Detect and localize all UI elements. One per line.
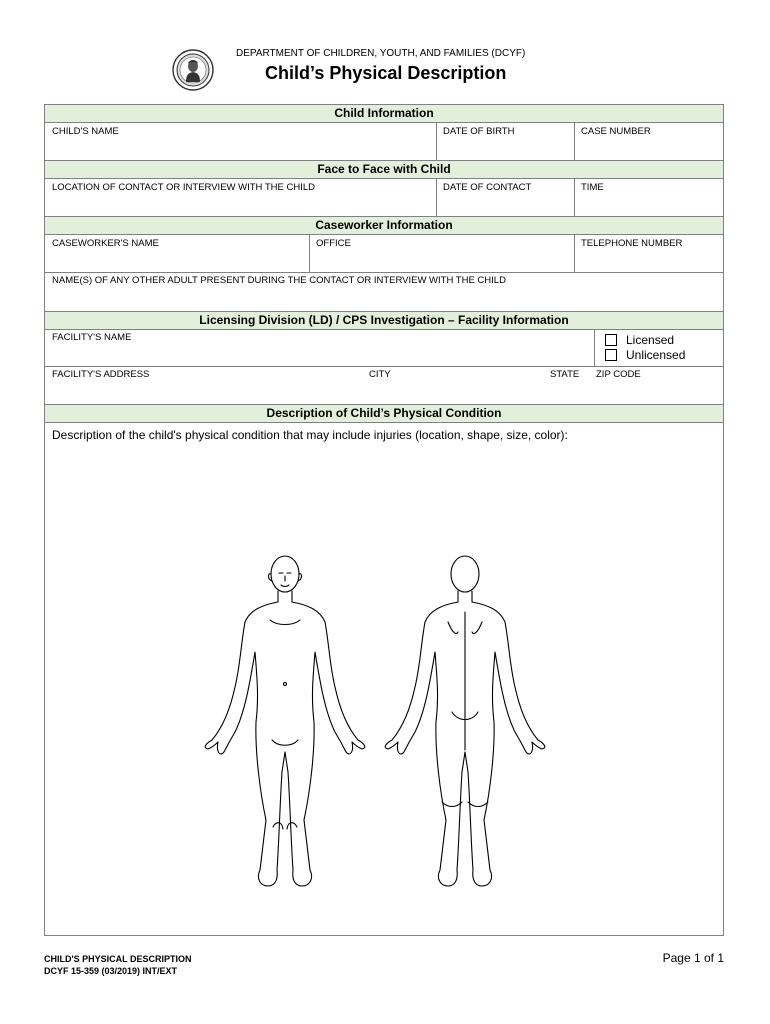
date-of-birth-label: DATE OF BIRTH — [443, 126, 515, 137]
city-label: CITY — [369, 369, 391, 380]
telephone-label: TELEPHONE NUMBER — [581, 238, 683, 249]
facility-address-label: FACILITY'S ADDRESS — [52, 369, 150, 380]
washington-state-seal-icon — [172, 49, 214, 91]
other-adults-label: NAME(S) OF ANY OTHER ADULT PRESENT DURING THE CONTACT OR INTERVIEW WITH THE CHILD — [52, 275, 506, 286]
divider — [594, 330, 595, 367]
licensed-label: Licensed — [626, 333, 675, 347]
department-name: DEPARTMENT OF CHILDREN, YOUTH, AND FAMILIES (DCYF) — [236, 48, 526, 59]
footer-form-id: DCYF 15-359 (03/2019) INT/EXT — [44, 966, 178, 976]
divider — [309, 235, 310, 272]
footer-form-name: CHILD'S PHYSICAL DESCRIPTION — [44, 954, 192, 964]
time-label: TIME — [581, 182, 604, 193]
case-number-label: CASE NUMBER — [581, 126, 651, 137]
location-of-contact-label: LOCATION OF CONTACT OR INTERVIEW WITH THE CHILD — [52, 182, 316, 193]
body-diagrams — [190, 552, 570, 892]
zip-code-label: ZIP CODE — [596, 369, 641, 380]
facility-name-label: FACILITY'S NAME — [52, 332, 132, 343]
state-label: STATE — [550, 369, 580, 380]
section-face-to-face: Face to Face with Child — [44, 160, 724, 179]
office-label: OFFICE — [316, 238, 351, 249]
page-number: Page 1 of 1 — [662, 951, 724, 965]
divider — [436, 179, 437, 216]
childs-name-label: CHILD'S NAME — [52, 126, 119, 137]
section-physical-condition: Description of Child’s Physical Condition — [44, 404, 724, 423]
divider — [44, 366, 724, 367]
body-front-icon — [205, 556, 365, 886]
divider — [574, 235, 575, 272]
body-back-icon — [385, 556, 545, 886]
divider — [436, 123, 437, 160]
unlicensed-checkbox[interactable] — [605, 349, 617, 361]
physical-condition-description: Description of the child's physical condition that may include injuries (location, shape, size, color): — [52, 428, 568, 442]
divider — [574, 179, 575, 216]
caseworker-name-label: CASEWORKER'S NAME — [52, 238, 159, 249]
unlicensed-label: Unlicensed — [626, 348, 686, 362]
divider — [44, 272, 724, 273]
section-caseworker-information: Caseworker Information — [44, 216, 724, 235]
page-title: Child’s Physical Description — [265, 63, 507, 83]
section-child-information: Child Information — [44, 104, 724, 123]
licensed-checkbox[interactable] — [605, 334, 617, 346]
divider — [574, 123, 575, 160]
date-of-contact-label: DATE OF CONTACT — [443, 182, 532, 193]
section-facility-information: Licensing Division (LD) / CPS Investigation – Facility Information — [44, 311, 724, 330]
